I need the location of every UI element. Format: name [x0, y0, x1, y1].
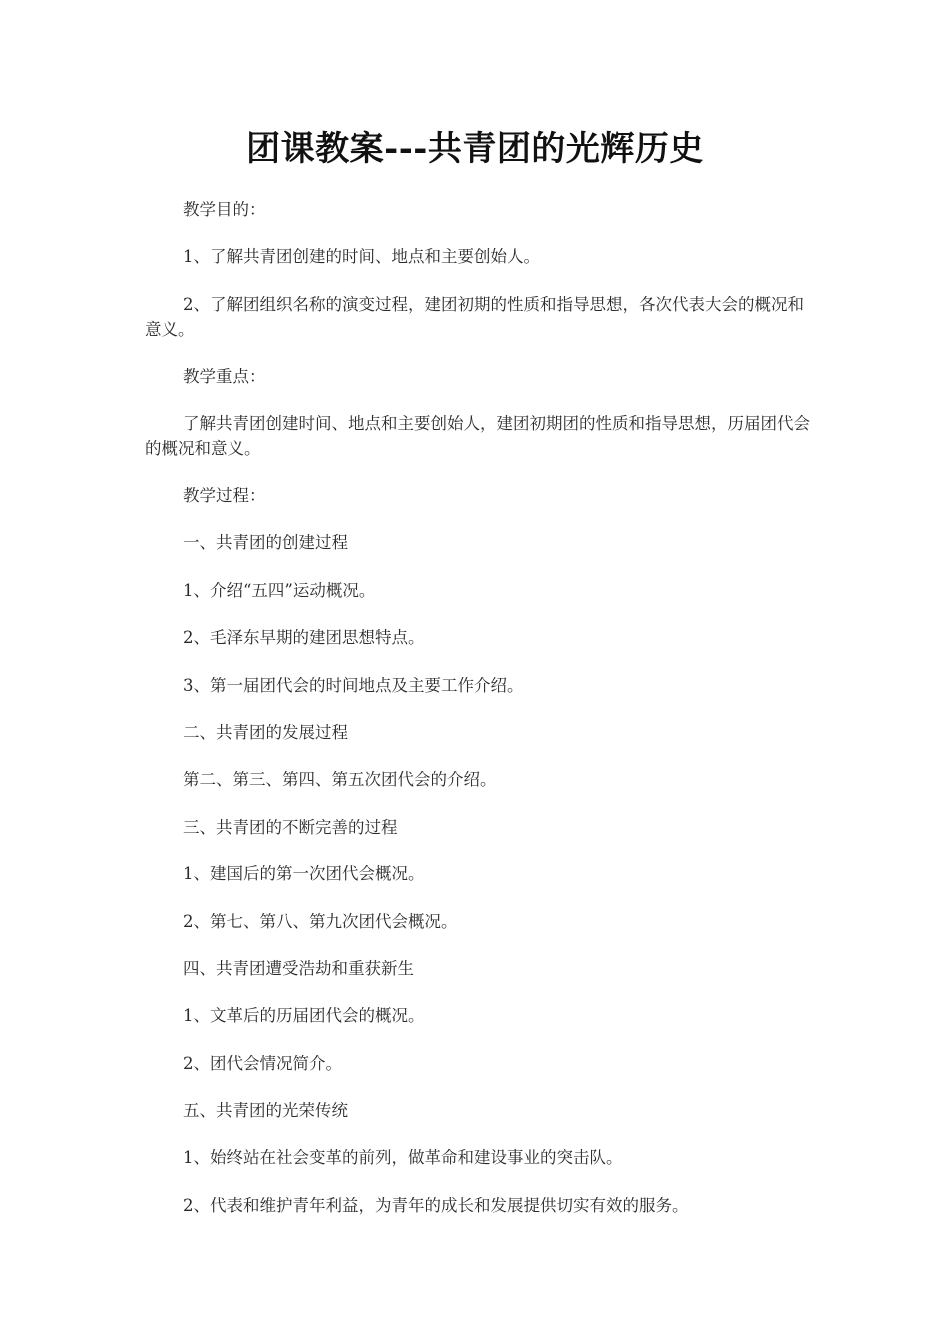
key-points-text: 了解共青团创建时间、地点和主要创始人，建团初期团的性质和指导思想，历届团代会的概况和意义。 — [145, 414, 810, 458]
section-3-heading: 三、共青团的不断完善的过程 — [183, 818, 398, 837]
section-heading-objectives: 教学目的： — [183, 200, 266, 219]
section-4-heading: 四、共青团遭受浩劫和重获新生 — [183, 959, 414, 978]
section-5-item-2: 2、代表和维护青年利益，为青年的成长和发展提供切实有效的服务。 — [183, 1196, 689, 1215]
section-2-item-1: 第二、第三、第四、第五次团代会的介绍。 — [183, 770, 497, 789]
objective-item-2: 2、了解团组织名称的演变过程，建团初期的性质和指导思想，各次代表大会的概况和意义。 — [145, 295, 804, 339]
section-5-heading: 五、共青团的光荣传统 — [183, 1101, 348, 1120]
section-1-item-1: 1、介绍“五四”运动概况。 — [183, 581, 376, 600]
objective-item-1: 1、了解共青团创建的时间、地点和主要创始人。 — [183, 247, 540, 266]
section-4-item-2: 2、团代会情况简介。 — [183, 1054, 342, 1073]
section-1-item-3: 3、第一届团代会的时间地点及主要工作介绍。 — [183, 676, 524, 695]
section-3-item-1: 1、建国后的第一次团代会概况。 — [183, 864, 425, 883]
section-heading-process: 教学过程： — [183, 486, 266, 505]
section-heading-key-points: 教学重点： — [183, 367, 266, 386]
section-4-item-1: 1、文革后的历届团代会的概况。 — [183, 1006, 425, 1025]
document-title: 团课教案---共青团的光辉历史 — [246, 129, 704, 169]
section-1-item-2: 2、毛泽东早期的建团思想特点。 — [183, 628, 425, 647]
section-1-heading: 一、共青团的创建过程 — [183, 533, 348, 552]
section-5-item-1: 1、始终站在社会变革的前列，做革命和建设事业的突击队。 — [183, 1148, 623, 1167]
section-3-item-2: 2、第七、第八、第九次团代会概况。 — [183, 912, 458, 931]
section-2-heading: 二、共青团的发展过程 — [183, 723, 348, 742]
